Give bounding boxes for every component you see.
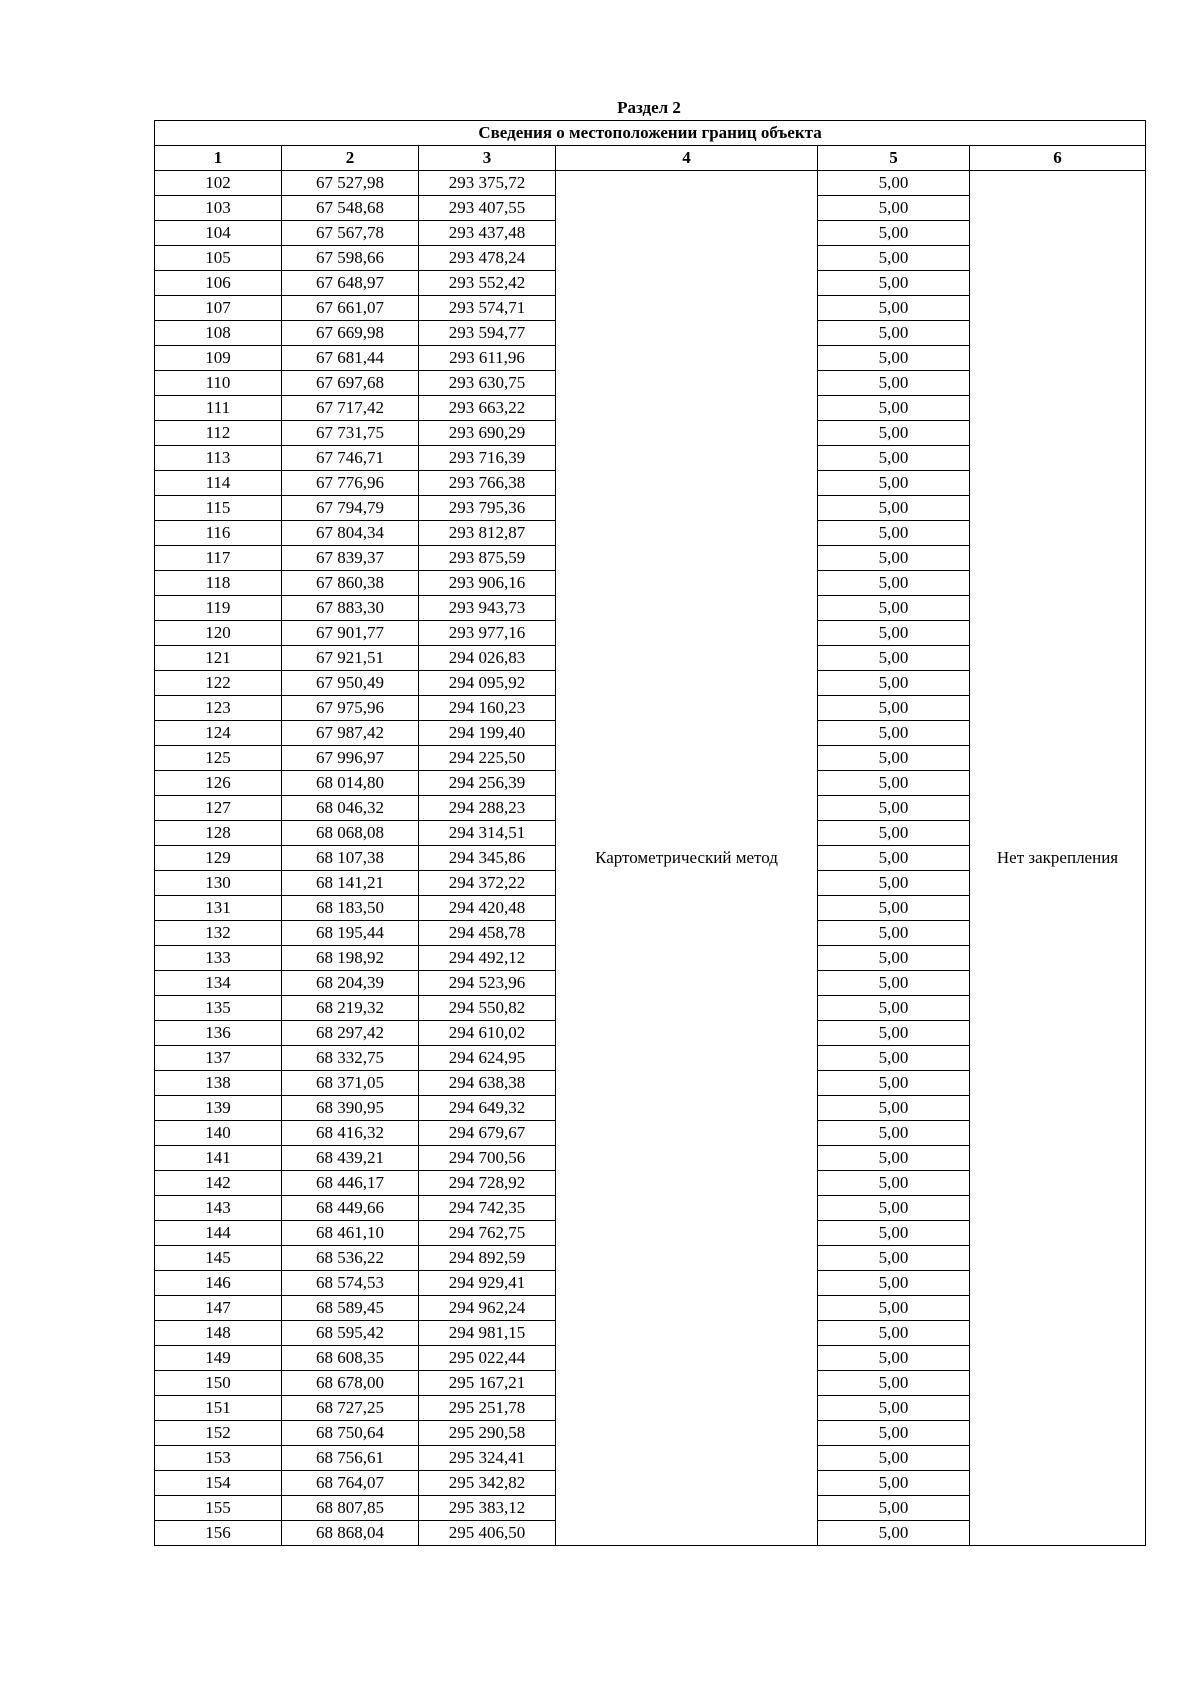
y-coordinate-cell: 294 523,96 — [419, 971, 556, 996]
x-coordinate-cell: 67 839,37 — [282, 546, 419, 571]
y-coordinate-cell: 294 458,78 — [419, 921, 556, 946]
x-coordinate-cell: 68 390,95 — [282, 1096, 419, 1121]
x-coordinate-cell: 67 648,97 — [282, 271, 419, 296]
error-cell: 5,00 — [818, 421, 970, 446]
point-number-cell: 113 — [155, 446, 282, 471]
y-coordinate-cell: 295 251,78 — [419, 1396, 556, 1421]
point-number-cell: 132 — [155, 921, 282, 946]
y-coordinate-cell: 294 256,39 — [419, 771, 556, 796]
x-coordinate-cell: 67 731,75 — [282, 421, 419, 446]
error-cell: 5,00 — [818, 821, 970, 846]
y-coordinate-cell: 293 574,71 — [419, 296, 556, 321]
point-number-cell: 125 — [155, 746, 282, 771]
error-cell: 5,00 — [818, 571, 970, 596]
error-cell: 5,00 — [818, 921, 970, 946]
y-coordinate-cell: 294 649,32 — [419, 1096, 556, 1121]
point-number-cell: 143 — [155, 1196, 282, 1221]
error-cell: 5,00 — [818, 946, 970, 971]
x-coordinate-cell: 67 598,66 — [282, 246, 419, 271]
y-coordinate-cell: 294 962,24 — [419, 1296, 556, 1321]
y-coordinate-cell: 294 160,23 — [419, 696, 556, 721]
column-number-row — [155, 146, 1146, 171]
point-number-cell: 120 — [155, 621, 282, 646]
x-coordinate-cell: 68 107,38 — [282, 846, 419, 871]
x-coordinate-cell: 67 975,96 — [282, 696, 419, 721]
y-coordinate-cell: 294 679,67 — [419, 1121, 556, 1146]
x-coordinate-cell: 67 746,71 — [282, 446, 419, 471]
point-number-cell: 147 — [155, 1296, 282, 1321]
error-cell: 5,00 — [818, 1171, 970, 1196]
table-row — [155, 171, 1146, 196]
x-coordinate-cell: 67 987,42 — [282, 721, 419, 746]
x-coordinate-cell: 67 527,98 — [282, 171, 419, 196]
error-cell: 5,00 — [818, 1271, 970, 1296]
point-number-cell: 144 — [155, 1221, 282, 1246]
x-coordinate-cell: 67 883,30 — [282, 596, 419, 621]
x-coordinate-cell: 67 950,49 — [282, 671, 419, 696]
x-coordinate-cell: 68 068,08 — [282, 821, 419, 846]
x-coordinate-cell: 68 014,80 — [282, 771, 419, 796]
point-number-cell: 109 — [155, 346, 282, 371]
point-number-cell: 123 — [155, 696, 282, 721]
y-coordinate-cell: 294 728,92 — [419, 1171, 556, 1196]
y-coordinate-cell: 294 492,12 — [419, 946, 556, 971]
point-number-cell: 136 — [155, 1021, 282, 1046]
error-cell: 5,00 — [818, 346, 970, 371]
x-coordinate-cell: 68 141,21 — [282, 871, 419, 896]
y-coordinate-cell: 293 716,39 — [419, 446, 556, 471]
x-coordinate-cell: 67 901,77 — [282, 621, 419, 646]
point-number-cell: 116 — [155, 521, 282, 546]
x-coordinate-cell: 67 548,68 — [282, 196, 419, 221]
y-coordinate-cell: 294 638,38 — [419, 1071, 556, 1096]
y-coordinate-cell: 293 977,16 — [419, 621, 556, 646]
point-number-cell: 110 — [155, 371, 282, 396]
error-cell: 5,00 — [818, 1296, 970, 1321]
error-cell: 5,00 — [818, 1046, 970, 1071]
error-cell: 5,00 — [818, 1446, 970, 1471]
error-cell: 5,00 — [818, 646, 970, 671]
point-number-cell: 124 — [155, 721, 282, 746]
y-coordinate-cell: 293 766,38 — [419, 471, 556, 496]
error-cell: 5,00 — [818, 721, 970, 746]
y-coordinate-cell: 293 437,48 — [419, 221, 556, 246]
y-coordinate-cell: 293 611,96 — [419, 346, 556, 371]
x-coordinate-cell: 68 195,44 — [282, 921, 419, 946]
error-cell: 5,00 — [818, 1521, 970, 1546]
x-coordinate-cell: 68 371,05 — [282, 1071, 419, 1096]
error-cell: 5,00 — [818, 1371, 970, 1396]
y-coordinate-cell: 295 022,44 — [419, 1346, 556, 1371]
point-number-cell: 133 — [155, 946, 282, 971]
error-cell: 5,00 — [818, 1246, 970, 1271]
column-number: 6 — [970, 146, 1146, 171]
y-coordinate-cell: 295 406,50 — [419, 1521, 556, 1546]
x-coordinate-cell: 67 921,51 — [282, 646, 419, 671]
y-coordinate-cell: 295 324,41 — [419, 1446, 556, 1471]
y-coordinate-cell: 293 375,72 — [419, 171, 556, 196]
error-cell: 5,00 — [818, 1321, 970, 1346]
x-coordinate-cell: 68 756,61 — [282, 1446, 419, 1471]
error-cell: 5,00 — [818, 696, 970, 721]
point-number-cell: 106 — [155, 271, 282, 296]
point-number-cell: 111 — [155, 396, 282, 421]
error-cell: 5,00 — [818, 671, 970, 696]
x-coordinate-cell: 67 860,38 — [282, 571, 419, 596]
error-cell: 5,00 — [818, 621, 970, 646]
error-cell: 5,00 — [818, 1471, 970, 1496]
x-coordinate-cell: 68 461,10 — [282, 1221, 419, 1246]
point-number-cell: 105 — [155, 246, 282, 271]
point-number-cell: 131 — [155, 896, 282, 921]
x-coordinate-cell: 68 574,53 — [282, 1271, 419, 1296]
table-caption-row — [155, 121, 1146, 146]
x-coordinate-cell: 68 198,92 — [282, 946, 419, 971]
point-number-cell: 104 — [155, 221, 282, 246]
y-coordinate-cell: 294 372,22 — [419, 871, 556, 896]
y-coordinate-cell: 293 630,75 — [419, 371, 556, 396]
x-coordinate-cell: 68 750,64 — [282, 1421, 419, 1446]
point-number-cell: 150 — [155, 1371, 282, 1396]
point-number-cell: 146 — [155, 1271, 282, 1296]
point-number-cell: 115 — [155, 496, 282, 521]
x-coordinate-cell: 68 332,75 — [282, 1046, 419, 1071]
error-cell: 5,00 — [818, 396, 970, 421]
error-cell: 5,00 — [818, 1421, 970, 1446]
table-caption: Сведения о местоположении границ объекта — [155, 121, 1146, 146]
error-cell: 5,00 — [818, 896, 970, 921]
error-cell: 5,00 — [818, 1396, 970, 1421]
point-number-cell: 154 — [155, 1471, 282, 1496]
y-coordinate-cell: 293 478,24 — [419, 246, 556, 271]
point-number-cell: 130 — [155, 871, 282, 896]
point-number-cell: 103 — [155, 196, 282, 221]
x-coordinate-cell: 68 678,00 — [282, 1371, 419, 1396]
x-coordinate-cell: 68 536,22 — [282, 1246, 419, 1271]
error-cell: 5,00 — [818, 371, 970, 396]
error-cell: 5,00 — [818, 471, 970, 496]
column-number: 3 — [419, 146, 556, 171]
y-coordinate-cell: 293 875,59 — [419, 546, 556, 571]
y-coordinate-cell: 294 981,15 — [419, 1321, 556, 1346]
y-coordinate-cell: 294 225,50 — [419, 746, 556, 771]
y-coordinate-cell: 294 095,92 — [419, 671, 556, 696]
error-cell: 5,00 — [818, 1146, 970, 1171]
column-number: 5 — [818, 146, 970, 171]
y-coordinate-cell: 294 199,40 — [419, 721, 556, 746]
point-number-cell: 118 — [155, 571, 282, 596]
point-number-cell: 149 — [155, 1346, 282, 1371]
y-coordinate-cell: 294 420,48 — [419, 896, 556, 921]
x-coordinate-cell: 68 589,45 — [282, 1296, 419, 1321]
x-coordinate-cell: 67 717,42 — [282, 396, 419, 421]
x-coordinate-cell: 68 204,39 — [282, 971, 419, 996]
error-cell: 5,00 — [818, 1071, 970, 1096]
error-cell: 5,00 — [818, 1496, 970, 1521]
error-cell: 5,00 — [818, 221, 970, 246]
point-number-cell: 142 — [155, 1171, 282, 1196]
y-coordinate-cell: 293 812,87 — [419, 521, 556, 546]
y-coordinate-cell: 294 700,56 — [419, 1146, 556, 1171]
error-cell: 5,00 — [818, 1096, 970, 1121]
error-cell: 5,00 — [818, 771, 970, 796]
y-coordinate-cell: 293 552,42 — [419, 271, 556, 296]
y-coordinate-cell: 294 624,95 — [419, 1046, 556, 1071]
x-coordinate-cell: 67 567,78 — [282, 221, 419, 246]
point-number-cell: 148 — [155, 1321, 282, 1346]
column-number: 1 — [155, 146, 282, 171]
y-coordinate-cell: 295 383,12 — [419, 1496, 556, 1521]
y-coordinate-cell: 293 594,77 — [419, 321, 556, 346]
point-number-cell: 126 — [155, 771, 282, 796]
x-coordinate-cell: 68 449,66 — [282, 1196, 419, 1221]
point-number-cell: 138 — [155, 1071, 282, 1096]
y-coordinate-cell: 293 943,73 — [419, 596, 556, 621]
point-number-cell: 152 — [155, 1421, 282, 1446]
error-cell: 5,00 — [818, 1196, 970, 1221]
x-coordinate-cell: 67 669,98 — [282, 321, 419, 346]
error-cell: 5,00 — [818, 1346, 970, 1371]
point-number-cell: 141 — [155, 1146, 282, 1171]
y-coordinate-cell: 293 663,22 — [419, 396, 556, 421]
error-cell: 5,00 — [818, 196, 970, 221]
y-coordinate-cell: 293 690,29 — [419, 421, 556, 446]
x-coordinate-cell: 67 697,68 — [282, 371, 419, 396]
error-cell: 5,00 — [818, 1021, 970, 1046]
point-number-cell: 139 — [155, 1096, 282, 1121]
error-cell: 5,00 — [818, 496, 970, 521]
point-number-cell: 145 — [155, 1246, 282, 1271]
y-coordinate-cell: 294 345,86 — [419, 846, 556, 871]
point-number-cell: 102 — [155, 171, 282, 196]
point-number-cell: 107 — [155, 296, 282, 321]
error-cell: 5,00 — [818, 746, 970, 771]
x-coordinate-cell: 68 727,25 — [282, 1396, 419, 1421]
x-coordinate-cell: 67 794,79 — [282, 496, 419, 521]
point-number-cell: 134 — [155, 971, 282, 996]
method-cell: Картометрический метод — [556, 171, 818, 1546]
error-cell: 5,00 — [818, 546, 970, 571]
error-cell: 5,00 — [818, 596, 970, 621]
fixation-cell: Нет закрепления — [970, 171, 1146, 1546]
x-coordinate-cell: 68 439,21 — [282, 1146, 419, 1171]
point-number-cell: 140 — [155, 1121, 282, 1146]
error-cell: 5,00 — [818, 246, 970, 271]
error-cell: 5,00 — [818, 796, 970, 821]
point-number-cell: 117 — [155, 546, 282, 571]
y-coordinate-cell: 294 314,51 — [419, 821, 556, 846]
point-number-cell: 153 — [155, 1446, 282, 1471]
error-cell: 5,00 — [818, 446, 970, 471]
x-coordinate-cell: 68 446,17 — [282, 1171, 419, 1196]
error-cell: 5,00 — [818, 846, 970, 871]
point-number-cell: 114 — [155, 471, 282, 496]
boundary-table — [154, 120, 1146, 1546]
x-coordinate-cell: 68 219,32 — [282, 996, 419, 1021]
y-coordinate-cell: 295 167,21 — [419, 1371, 556, 1396]
error-cell: 5,00 — [818, 321, 970, 346]
y-coordinate-cell: 295 342,82 — [419, 1471, 556, 1496]
y-coordinate-cell: 294 929,41 — [419, 1271, 556, 1296]
x-coordinate-cell: 68 416,32 — [282, 1121, 419, 1146]
y-coordinate-cell: 294 026,83 — [419, 646, 556, 671]
error-cell: 5,00 — [818, 296, 970, 321]
y-coordinate-cell: 293 407,55 — [419, 196, 556, 221]
error-cell: 5,00 — [818, 996, 970, 1021]
x-coordinate-cell: 68 764,07 — [282, 1471, 419, 1496]
x-coordinate-cell: 68 595,42 — [282, 1321, 419, 1346]
x-coordinate-cell: 67 996,97 — [282, 746, 419, 771]
x-coordinate-cell: 68 046,32 — [282, 796, 419, 821]
y-coordinate-cell: 294 288,23 — [419, 796, 556, 821]
point-number-cell: 122 — [155, 671, 282, 696]
point-number-cell: 129 — [155, 846, 282, 871]
point-number-cell: 112 — [155, 421, 282, 446]
x-coordinate-cell: 68 183,50 — [282, 896, 419, 921]
x-coordinate-cell: 67 681,44 — [282, 346, 419, 371]
y-coordinate-cell: 294 762,75 — [419, 1221, 556, 1246]
point-number-cell: 151 — [155, 1396, 282, 1421]
x-coordinate-cell: 67 661,07 — [282, 296, 419, 321]
y-coordinate-cell: 294 550,82 — [419, 996, 556, 1021]
y-coordinate-cell: 294 742,35 — [419, 1196, 556, 1221]
x-coordinate-cell: 68 297,42 — [282, 1021, 419, 1046]
point-number-cell: 156 — [155, 1521, 282, 1546]
y-coordinate-cell: 294 610,02 — [419, 1021, 556, 1046]
y-coordinate-cell: 295 290,58 — [419, 1421, 556, 1446]
point-number-cell: 108 — [155, 321, 282, 346]
x-coordinate-cell: 68 868,04 — [282, 1521, 419, 1546]
column-number: 2 — [282, 146, 419, 171]
point-number-cell: 127 — [155, 796, 282, 821]
x-coordinate-cell: 67 776,96 — [282, 471, 419, 496]
x-coordinate-cell: 68 807,85 — [282, 1496, 419, 1521]
point-number-cell: 121 — [155, 646, 282, 671]
x-coordinate-cell: 67 804,34 — [282, 521, 419, 546]
error-cell: 5,00 — [818, 171, 970, 196]
section-title: Раздел 2 — [617, 98, 681, 117]
point-number-cell: 137 — [155, 1046, 282, 1071]
y-coordinate-cell: 293 906,16 — [419, 571, 556, 596]
y-coordinate-cell: 293 795,36 — [419, 496, 556, 521]
y-coordinate-cell: 294 892,59 — [419, 1246, 556, 1271]
column-number: 4 — [556, 146, 818, 171]
error-cell: 5,00 — [818, 1221, 970, 1246]
table-body — [155, 121, 1146, 1546]
point-number-cell: 128 — [155, 821, 282, 846]
error-cell: 5,00 — [818, 521, 970, 546]
error-cell: 5,00 — [818, 971, 970, 996]
x-coordinate-cell: 68 608,35 — [282, 1346, 419, 1371]
error-cell: 5,00 — [818, 871, 970, 896]
point-number-cell: 155 — [155, 1496, 282, 1521]
error-cell: 5,00 — [818, 271, 970, 296]
point-number-cell: 119 — [155, 596, 282, 621]
error-cell: 5,00 — [818, 1121, 970, 1146]
point-number-cell: 135 — [155, 996, 282, 1021]
